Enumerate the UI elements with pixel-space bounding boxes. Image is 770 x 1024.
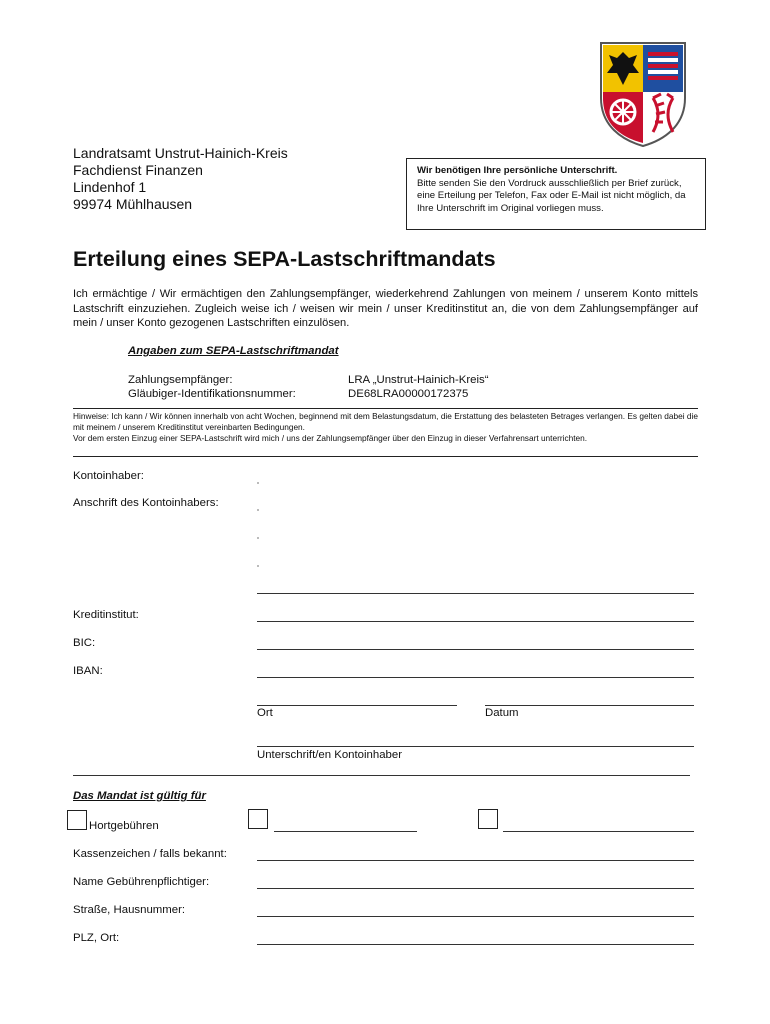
street-label: Straße, Hausnummer:: [73, 904, 186, 916]
fee-payer-label: Name Gebührenpflichtiger:: [73, 876, 210, 888]
holder-address-field-2[interactable]: [257, 537, 259, 539]
address-line-4: 99974 Mühlhausen: [73, 196, 193, 212]
payee-value: LRA „Unstrut-Hainich-Kreis“: [348, 374, 489, 386]
bank-field[interactable]: [257, 621, 694, 622]
date-field[interactable]: [485, 705, 694, 706]
fee-payer-field[interactable]: [257, 888, 694, 889]
hint-text-2: Vor dem ersten Einzug einer SEPA-Lastschrift wird mich / uns der Zahlungsempfänger über den Einzug in dieser Verfahrensart unterrichten.: [73, 433, 588, 443]
hint-text-1: Hinweise: Ich kann / Wir können innerhalb von acht Wochen, beginnend mit dem Belastungsdatum, die Erstattung des belasteten Betrages verlangen. Es gelten dabei die mit meinem / unserem Kreditinstitut vereinbarten Bedingungen.: [73, 411, 698, 432]
signature-label: Unterschrift/en Kontoinhaber: [257, 749, 402, 761]
divider: [73, 456, 698, 457]
date-label: Datum: [485, 707, 519, 719]
account-holder-label: Kontoinhaber:: [73, 470, 144, 482]
zip-city-field[interactable]: [257, 944, 694, 945]
place-label: Ort: [257, 707, 273, 719]
street-field[interactable]: [257, 916, 694, 917]
bic-field[interactable]: [257, 649, 694, 650]
hort-fees-checkbox[interactable]: [67, 810, 87, 830]
cash-reference-label: Kassenzeichen / falls bekannt:: [73, 848, 227, 860]
address-line-2: Fachdienst Finanzen: [73, 162, 203, 178]
mandate-intro-text: Ich ermächtige / Wir ermächtigen den Zahlungsempfänger, wiederkehrend Zahlungen von meinem / unserem Konto mittels Lastschrift einzuziehen. Zugleich weise ich / weisen wir mein / unser Kreditinstitut an, die von dem Zahlungsempfänger auf mein / unser Konto gezogenen Lastschriften einzulösen.: [73, 288, 698, 329]
notice-body: Bitte senden Sie den Vordruck ausschließlich per Brief zurück, eine Erteilung per Telefon, Fax oder E-Mail ist nicht möglich, da Ihre Unterschrift im Original vorliegen muss.: [417, 177, 686, 214]
cash-reference-field[interactable]: [257, 860, 694, 861]
hort-fees-label: Hortgebühren: [89, 820, 159, 832]
option-2-checkbox[interactable]: [248, 809, 268, 829]
iban-field[interactable]: [257, 677, 694, 678]
place-field[interactable]: [257, 705, 457, 706]
mandate-info-heading: Angaben zum SEPA-Lastschriftmandat: [128, 345, 339, 357]
holder-address-field-1[interactable]: [257, 509, 259, 511]
zip-city-label: PLZ, Ort:: [73, 932, 120, 944]
address-line-1: Landratsamt Unstrut-Hainich-Kreis: [73, 145, 288, 161]
signature-notice-box: [406, 158, 706, 230]
bank-label: Kreditinstitut:: [73, 609, 139, 621]
bic-label: BIC:: [73, 637, 96, 649]
option-3-field[interactable]: [503, 831, 694, 832]
notice-heading: Wir benötigen Ihre persönliche Unterschrift.: [417, 165, 618, 176]
payee-label: Zahlungsempfänger:: [128, 374, 233, 386]
address-line-3: Lindenhof 1: [73, 179, 147, 195]
account-holder-field[interactable]: [257, 482, 259, 484]
sender-address: [73, 145, 288, 213]
signature-field[interactable]: [257, 746, 694, 747]
iban-label: IBAN:: [73, 665, 103, 677]
creditor-id-label: Gläubiger-Identifikationsnummer:: [128, 388, 296, 400]
mandate-valid-heading: Das Mandat ist gültig für: [73, 790, 206, 802]
creditor-id-value: DE68LRA00000172375: [348, 388, 469, 400]
holder-address-line[interactable]: [257, 593, 694, 594]
divider: [73, 775, 690, 776]
option-2-field[interactable]: [274, 831, 417, 832]
holder-address-label: Anschrift des Kontoinhabers:: [73, 497, 219, 509]
divider: [73, 408, 698, 409]
coat-of-arms-logo: [598, 40, 688, 148]
page-title: Erteilung eines SEPA-Lastschriftmandats: [73, 247, 496, 271]
option-3-checkbox[interactable]: [478, 809, 498, 829]
holder-address-field-3[interactable]: [257, 565, 259, 567]
